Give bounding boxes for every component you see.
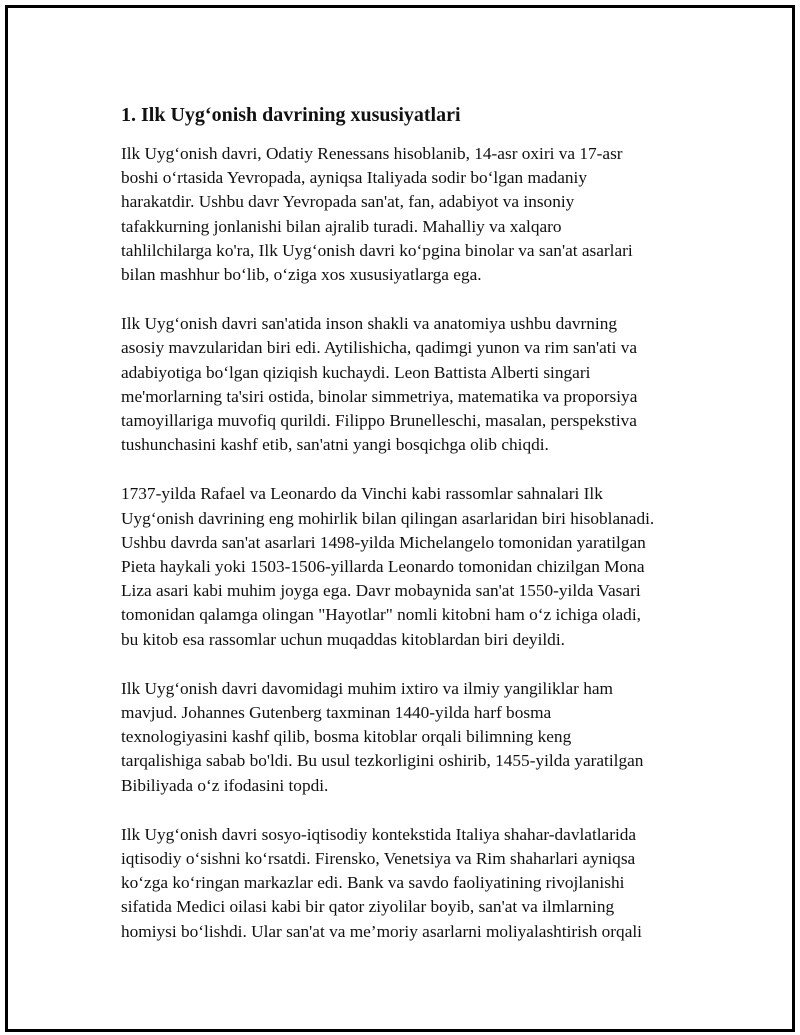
paragraph-3: 1737-yilda Rafael va Leonardo da Vinchi kabi rassomlar sahnalari Ilk Uyg‘onish davrining eng mohirlik bilan qilingan asarlaridan biri hisoblanadi. Ushbu davrda san'at asarlari 1498-yilda Michelangelo tomonidan yaratilgan Pieta haykali yoki 1503-1506-yillarda Leonardo tomonidan chizilgan Mona Liza asari kabi muhim joyga ega. Davr mobaynida san'at 1550-yilda Vasari tomonidan qalamga olingan "Hayotlar" nomli kitobni ham o‘z ichiga oladi, bu kitob esa rassomlar uchun muqaddas kitoblardan biri deyildi. [121,484,655,649]
paragraph-5: Ilk Uyg‘onish davri sosyo-iqtisodiy kontekstida Italiya shahar-davlatlarida iqtisodiy o‘sishni ko‘rsatdi. Firensko, Venetsiya va Rim shaharlari ayniqsa ko‘zga ko‘ringan markazlar edi. Bank va savdo faoliyatining rivojlanishi sifatida Medici oilasi kabi bir qator ziyolilar boyib, san'at va ilmlarning homiysi bo‘lishdi. Ular san'at va me’moriy asarlarni moliyalashtirish orqali [121,824,642,941]
page-frame [5,5,795,1032]
paragraph-2: Ilk Uyg‘onish davri san'atida inson shakli va anatomiya ushbu davrning asosiy mavzularidan biri edi. Aytilishicha, qadimgi yunon va rim san'ati va adabiyotiga bo‘lgan qiziqish kuchaydi. Leon Battista Alberti singari me'morlarning ta'siri ostida, binolar simmetriya, matematika va proporsiya tamoyillariga muvofiq qurildi. Filippo Brunelleschi, masalan, perspekstiva tushunchasini kashf etib, san'atni yangi bosqichga olib chiqdi. [121,314,638,455]
paragraph-4: Ilk Uyg‘onish davri davomidagi muhim ixtiro va ilmiy yangiliklar ham mavjud. Johannes Gutenberg taxminan 1440-yilda harf bosma texnologiyasini kashf qilib, bosma kitoblar orqali bilimning keng tarqalishiga sabab bo'ldi. Bu usul tezkorligini oshirib, 1455-yilda yaratilgan Bibiliyada o‘z ifodasini topdi. [121,678,644,795]
section-heading: 1. Ilk Uyg‘onish davrining xususiyatlari [121,104,461,126]
document-body [121,98,701,969]
paragraph-1: Ilk Uyg‘onish davri, Odatiy Renessans hisoblanib, 14-asr oxiri va 17-asr boshi o‘rtasida Yevropada, ayniqsa Italiyada sodir bo‘lgan madaniy harakatdir. Ushbu davr Yevropada san'at, fan, adabiyot va insoniy tafakkurning jonlanishi bilan ajralib turadi. Mahalliy va xalqaro tahlilchilarga ko'ra, Ilk Uyg‘onish davri ko‘pgina binolar va san'at asarlari bilan mashhur bo‘lib, o‘ziga xos xususiyatlarga ega. [121,144,633,285]
